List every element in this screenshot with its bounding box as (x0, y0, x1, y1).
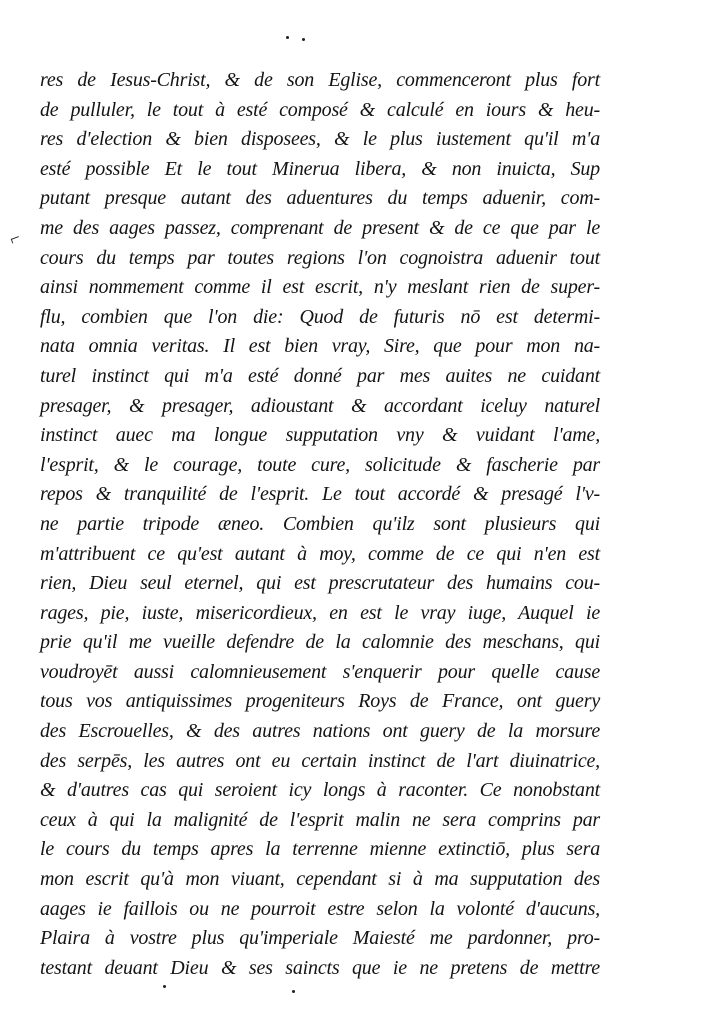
body-text (40, 66, 600, 983)
text-line: cours du temps par toutes regions l'on cognoistra aduenir tout (40, 246, 600, 269)
text-line: esté possible Et le tout Minerua libera, & non inuicta, Sup (40, 157, 600, 180)
text-line: rien, Dieu seul eternel, qui est prescrutateur des humains cou- (40, 572, 600, 595)
text-line: turel instinct qui m'a esté donné par mes auites ne cuidant (40, 364, 600, 387)
text-line: res d'election & bien disposees, & le plus iustement qu'il m'a (40, 128, 600, 151)
text-line: testant deuant Dieu & ses saincts que ie ne pretens de mettre (40, 956, 600, 979)
text-line: res de Iesus-Christ, & de son Eglise, commenceront plus fort (40, 69, 600, 91)
scan-speck (292, 990, 295, 993)
text-line: ceux à qui la malignité de l'esprit malin ne sera comprins par (40, 808, 600, 831)
text-line: le cours du temps apres la terrenne mienne extinctiō, plus sera (40, 838, 600, 861)
text-line: rages, pie, iuste, misericordieux, en est le vray iuge, Auquel ie (40, 601, 600, 624)
scan-speck (302, 38, 305, 41)
text-line: me des aages passez, comprenant de present & de ce que par le (40, 216, 600, 239)
text-line: prie qu'il me vueille defendre de la calomnie des meschans, qui (40, 631, 600, 654)
text-line: flu, combien que l'on die: Quod de futuris nō est determi- (40, 305, 600, 328)
text-line: ne partie tripode æneo. Combien qu'ilz sont plusieurs qui (40, 512, 600, 535)
text-line: & d'autres cas qui seroient icy longs à raconter. Ce nonobstant (40, 779, 600, 802)
text-line: putant presque autant des aduentures du temps aduenir, com- (40, 187, 600, 210)
text-line: des serpēs, les autres ont eu certain instinct de l'art diuinatrice, (40, 749, 600, 772)
text-line: mon escrit qu'à mon viuant, cependant si à ma supputation des (40, 868, 600, 891)
text-line: de pulluler, le tout à esté composé & calculé en iours & heu- (40, 98, 600, 121)
text-line: presager, & presager, adioustant & accordant iceluy naturel (40, 394, 600, 417)
text-line: tous vos antiquissimes progeniteurs Roys de France, ont guery (40, 690, 600, 713)
text-line: nata omnia veritas. Il est bien vray, Sire, que pour mon na- (40, 335, 600, 358)
text-line: ainsi nommement comme il est escrit, n'y meslant rien de super- (40, 276, 600, 299)
scan-speck (286, 36, 289, 39)
text-line: aages ie faillois ou ne pourroit estre selon la volonté d'aucuns, (40, 897, 600, 920)
text-line: instinct auec ma longue supputation vny & vuidant l'ame, (40, 424, 600, 447)
text-line: Plaira à vostre plus qu'imperiale Maiesté me pardonner, pro- (40, 927, 600, 950)
margin-mark-icon: ⌐ (6, 226, 24, 250)
scan-speck (163, 985, 166, 988)
text-line: m'attribuent ce qu'est autant à moy, comme de ce qui n'en est (40, 542, 600, 565)
text-line: repos & tranquilité de l'esprit. Le tout accordé & presagé l'v- (40, 483, 600, 506)
text-line: voudroyēt aussi calomnieusement s'enquerir pour quelle cause (40, 660, 600, 683)
text-line: des Escrouelles, & des autres nations ont guery de la morsure (40, 720, 600, 743)
text-line: l'esprit, & le courage, toute cure, solicitude & fascherie par (40, 453, 600, 476)
